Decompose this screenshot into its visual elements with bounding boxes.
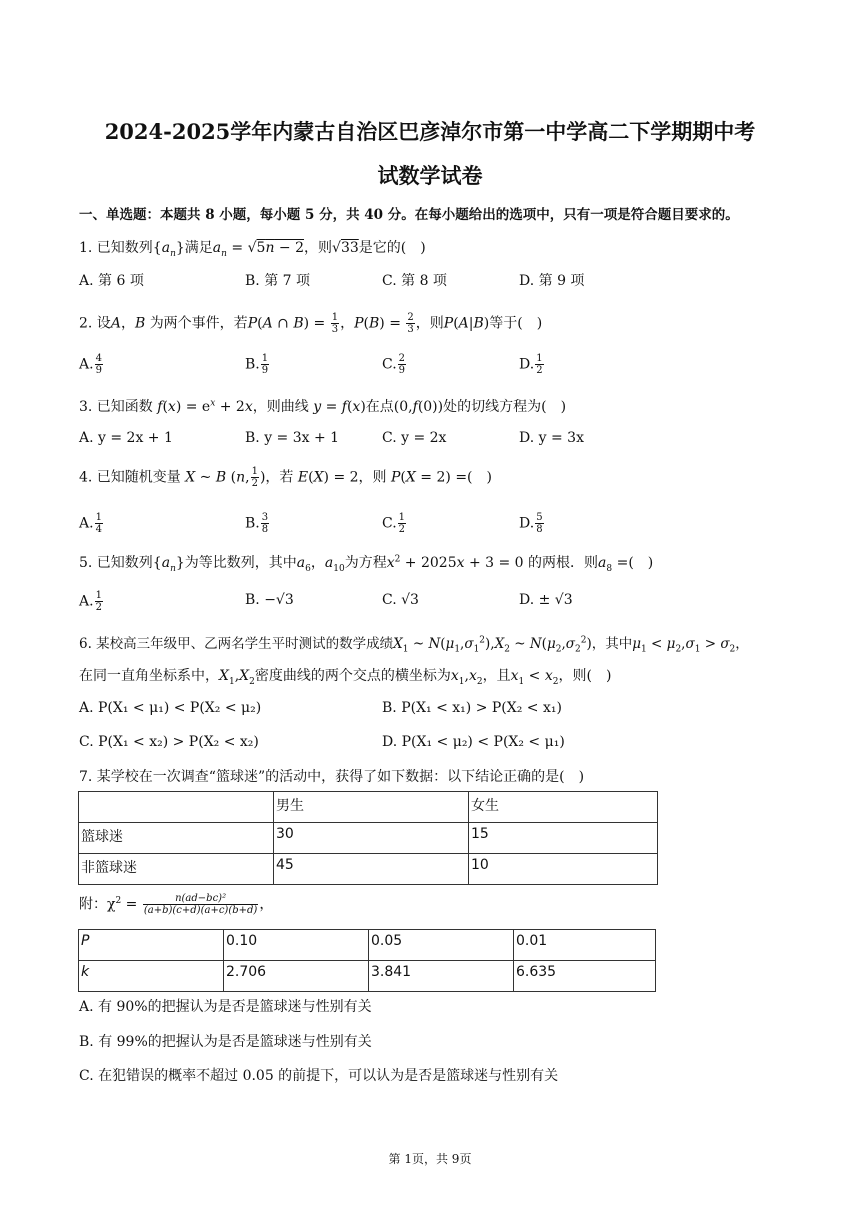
critical-value-table [78, 929, 656, 992]
table-cell: k [79, 961, 224, 992]
q3-option-a: A. y = 2x + 1 [79, 430, 173, 446]
question-3: 3. 已知函数 $f(x) = e^x + 2x$，则曲线 y = f(x)在点(0,f(0))处的切线方程为( ) [79, 398, 567, 415]
q2-option-d: D. $\frac{1}{2}$ [519, 353, 543, 376]
q1-option-a: A. 第 6 项 [79, 273, 144, 289]
q6-option-d: D. P(X₁ < μ₂) < P(X₂ < μ₁) [382, 734, 565, 750]
q4-option-a: A. $\frac{1}{4}$ [79, 512, 102, 535]
table-cell: 男生 [274, 792, 469, 823]
q7-option-b: B. 有 99%的把握认为是否是篮球迷与性别有关 [79, 1034, 372, 1050]
title-line-1: 2024-2025学年内蒙古自治区巴彦淖尔市第一中学高二下学期期中考 [104, 119, 756, 144]
table-cell: 3.841 [369, 961, 514, 992]
q3-option-b: B. y = 3x + 1 [245, 430, 340, 446]
q1-option-b: B. 第 7 项 [245, 273, 310, 289]
q1-option-d: D. 第 9 项 [519, 273, 585, 289]
table-cell: P [79, 930, 224, 961]
table-row [79, 930, 656, 961]
title-line-2: 试数学试卷 [377, 163, 483, 188]
question-1: 1. 已知数列$\{a_n\}$满足$a_n = √5n - 2$，则√33是它的( ) [79, 240, 426, 259]
q5-option-b: B. −√3 [245, 592, 294, 608]
q4-option-b: B. $\frac{3}{8}$ [245, 512, 269, 535]
table-cell: 女生 [469, 792, 658, 823]
table-cell: 0.10 [224, 930, 369, 961]
q6-option-b: B. P(X₁ < x₁) > P(X₂ < x₁) [382, 700, 562, 716]
table-cell: 非篮球迷 [79, 854, 274, 885]
table-cell: 篮球迷 [79, 823, 274, 854]
table-cell: 10 [469, 854, 658, 885]
table-cell: 30 [274, 823, 469, 854]
q5-option-d: D. ± √3 [519, 592, 573, 608]
survey-table [78, 791, 658, 885]
q2-option-a: A. $\frac{4}{9}$ [79, 353, 102, 376]
table-row [79, 961, 656, 992]
q7-option-c: C. 在犯错误的概率不超过 0.05 的前提下，可以认为是否是篮球迷与性别有关 [79, 1068, 559, 1084]
question-5: 5. 已知数列$\{a_n\}$为等比数列，其中$a_6$，$a_{10}$为方程$x^2 + 2025x + 3 = 0$ 的两根．则$a_8$ =( ) [79, 554, 654, 574]
q6-option-c: C. P(X₁ < x₂) > P(X₂ < x₂) [79, 734, 259, 750]
section-heading: 一、单选题：本题共 8 小题，每小题 5 分，共 40 分。在每小题给出的选项中，只有一项是符合题目要求的。 [79, 207, 739, 223]
question-6-line-2: 在同一直角坐标系中，$X_1,X_2$密度曲线的两个交点的横坐标为$x_1,x_2$，且$x_1 < x_2$，则( ) [79, 668, 612, 687]
page-footer: 第 1页，共 9页 [388, 1152, 472, 1166]
question-7: 7. 某学校在一次调查“篮球迷”的活动中，获得了如下数据：以下结论正确的是( ) [79, 769, 585, 785]
q4-option-c: C. $\frac{1}{2}$ [382, 512, 406, 535]
q7-option-a: A. 有 90%的把握认为是否是篮球迷与性别有关 [79, 999, 372, 1015]
q2-option-b: B. $\frac{1}{9}$ [245, 353, 269, 376]
q3-option-d: D. y = 3x [519, 430, 584, 446]
table-row [79, 823, 658, 854]
chi-square-formula: 附：$\chi^2$ = $\frac{\text{n(ad−bc)²}}{(a+b)(c+d)(a+c)(b+d)}$ ， [79, 893, 274, 916]
q1-option-c: C. 第 8 项 [382, 273, 447, 289]
q6-option-a: A. P(X₁ < μ₁) < P(X₂ < μ₂) [79, 700, 262, 716]
question-6-line-1: 6. 某校高三年级甲、乙两名学生平时测试的数学成绩$X_1$ ~ $N(\mu_1,\sigma_1^2),X_2$ ~ $N(\mu_2,\sigma_2^2)$，其中$\mu_1 < \mu_2,\sigma_1 > \sigma_2$， [79, 635, 749, 655]
table-cell [79, 792, 274, 823]
q5-option-a: A. $\frac{1}{2}$ [79, 590, 102, 613]
table-cell: 45 [274, 854, 469, 885]
q4-option-d: D. $\frac{5}{8}$ [519, 512, 543, 535]
table-cell: 0.05 [369, 930, 514, 961]
question-2: 2. 设A，B 为两个事件，若P(A ∩ B) = $\frac{1}{3}$ ，P(B) = $\frac{2}{3}$ ，则P(A|B)等于( ) [79, 312, 543, 335]
q3-option-c: C. y = 2x [382, 430, 447, 446]
table-row [79, 792, 658, 823]
table-cell: 6.635 [514, 961, 656, 992]
q5-option-c: C. √3 [382, 592, 419, 608]
question-4: 4. 已知随机变量 X ~ B (n, $\frac{1}{2}$ )，若 E(X) = 2，则 P(X = 2) =( ) [79, 466, 492, 489]
table-row [79, 854, 658, 885]
table-cell: 2.706 [224, 961, 369, 992]
table-cell: 15 [469, 823, 658, 854]
table-cell: 0.01 [514, 930, 656, 961]
q2-option-c: C. $\frac{2}{9}$ [382, 353, 406, 376]
